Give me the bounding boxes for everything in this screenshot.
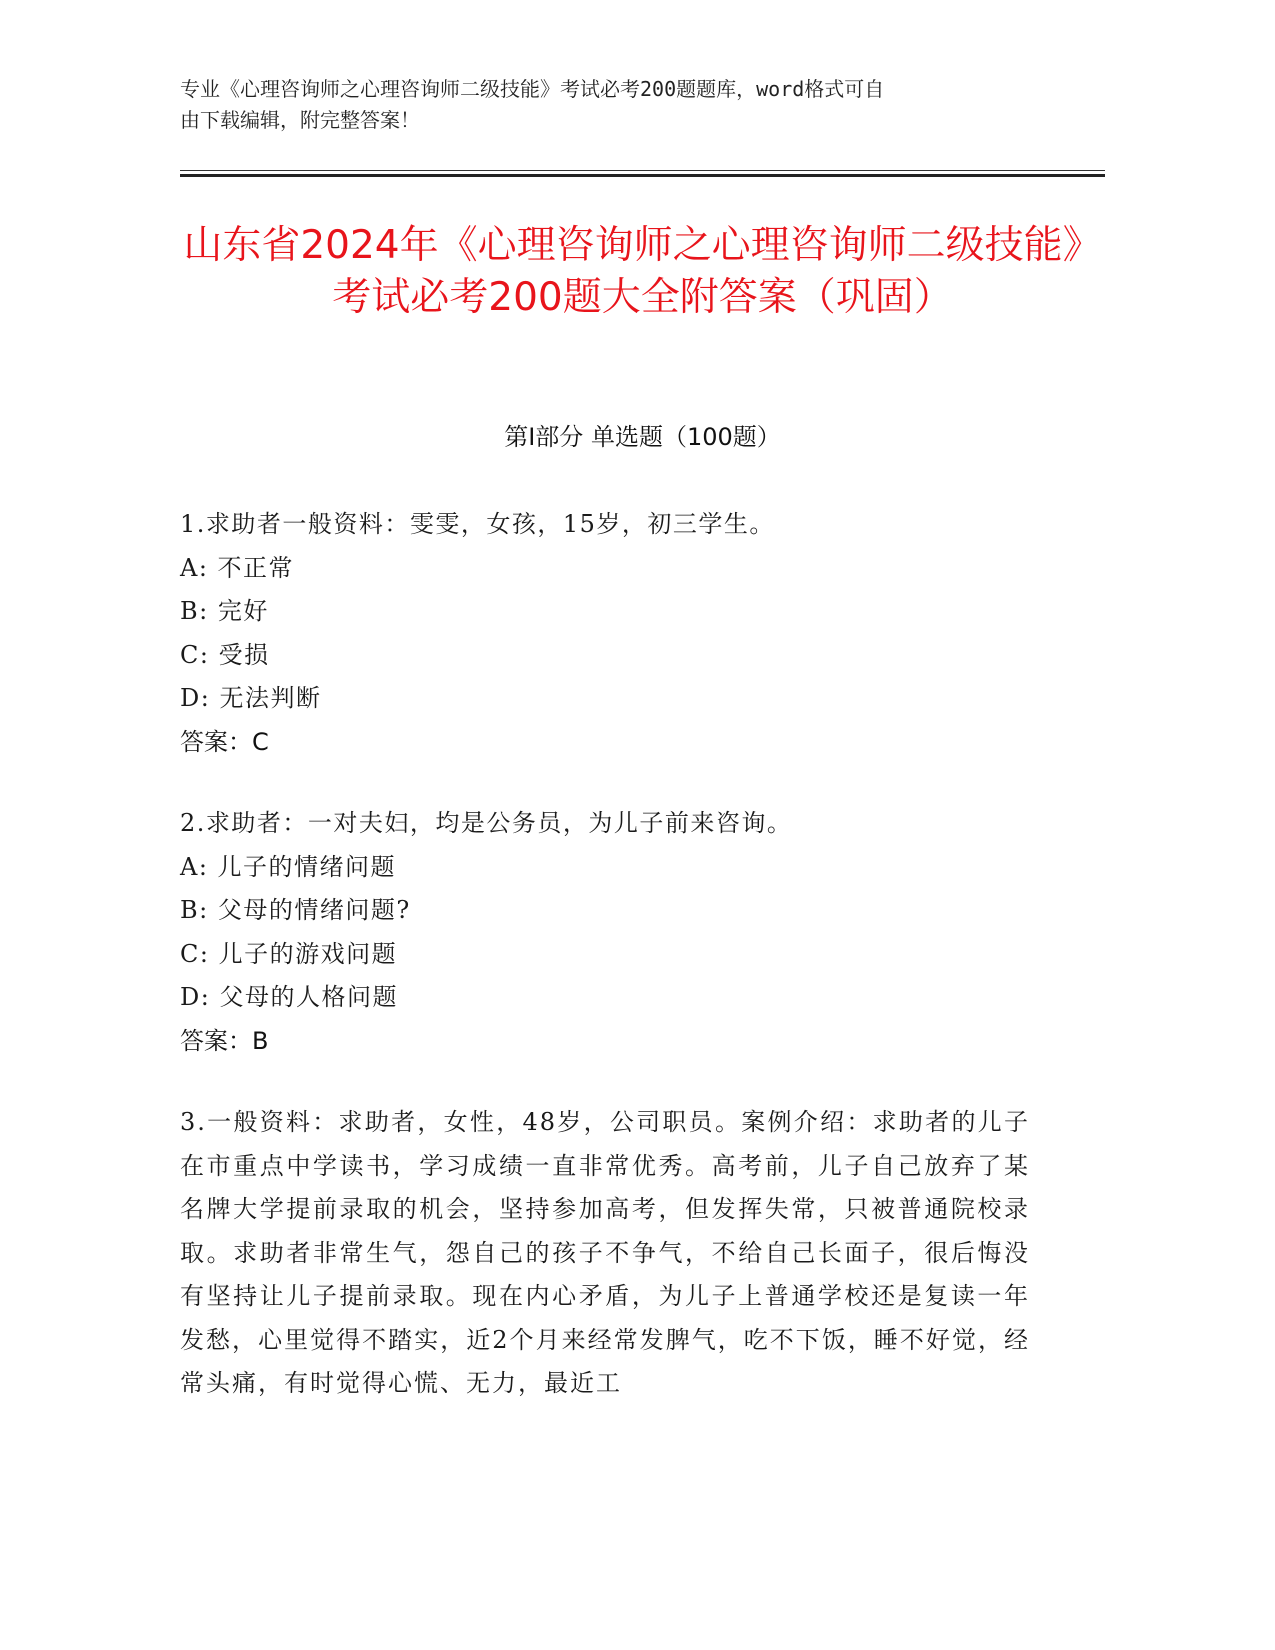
header-divider-thick (180, 174, 1105, 177)
document-title: 山东省2024年《心理咨询师之心理咨询师二级技能》考试必考200题大全附答案（巩固） (183, 223, 1102, 320)
section-title: 第Ⅰ部分 单选题（100题） (504, 423, 781, 451)
question-stem: 3.一般资料：求助者，女性，48岁，公司职员。案例介绍：求助者的儿子在市重点中学读书，学习成绩一直非常优秀。高考前，儿子自己放弃了某名牌大学提前录取的机会，坚持参加高考，但发挥失常，只被普通院校录取。求助者非常生气，怨自己的孩子不争气，不给自己长面子，很后悔没有坚持让儿子提前录取。现在内心矛盾，为儿子上普通学校还是复读一年发愁，心里觉得不踏实，近2个月来经常发脾气，吃不下饭，睡不好觉，经常头痛，有时觉得心慌、无力，最近工 (180, 1108, 1030, 1397)
option-b: B: 父母的情绪问题? (180, 896, 411, 924)
question-3 (180, 1101, 1030, 1406)
option-d: D: 无法判断 (180, 684, 322, 712)
header-divider-thin (180, 170, 1105, 171)
header-note-line-2: 由下载编辑，附完整答案！ (180, 108, 420, 132)
header-note-line-1: 专业《心理咨询师之心理咨询师二级技能》考试必考200题题库，word格式可自 (180, 77, 885, 101)
option-a: A: 儿子的情绪问题 (180, 852, 397, 881)
option-b: B: 完好 (180, 597, 269, 625)
header-note (180, 74, 1080, 136)
option-c: C: 受损 (180, 640, 270, 669)
question-1 (180, 503, 1030, 764)
question-stem: 2.求助者：一对夫妇，均是公务员，为儿子前来咨询。 (180, 809, 793, 837)
option-a: A: 不正常 (180, 553, 295, 582)
option-d: D: 父母的人格问题 (180, 983, 398, 1011)
question-list (180, 503, 1030, 1444)
answer: 答案：C (180, 727, 269, 756)
answer: 答案：B (180, 1026, 269, 1055)
question-2 (180, 802, 1030, 1063)
question-stem: 1.求助者一般资料：雯雯，女孩，15岁，初三学生。 (180, 510, 775, 538)
option-c: C: 儿子的游戏问题 (180, 939, 398, 968)
